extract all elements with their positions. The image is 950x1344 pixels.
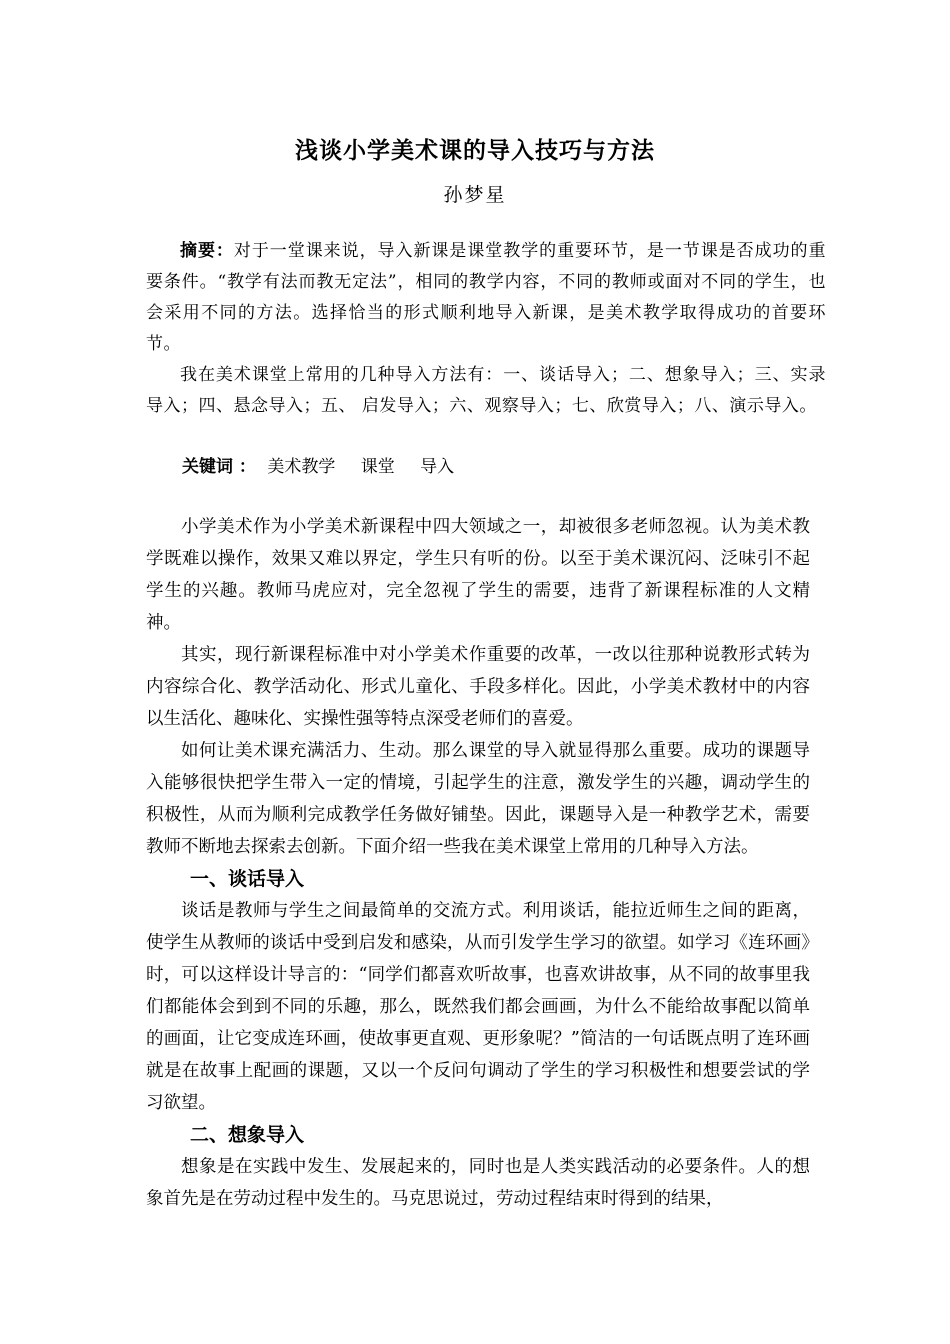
abstract-section bbox=[146, 236, 826, 422]
body-paragraph: 如何让美术课充满活力、生动。那么课堂的导入就显得那么重要。成功的课题导入能够很快把学生带入一定的情境，引起学生的注意，激发学生的兴趣，调动学生的积极性，从而为顺利完成教学任务做好铺垫。因此，课题导入是一种教学艺术，需要教师不断地去探索去创新。下面介绍一些我在美术课堂上常用的几种导入方法。 bbox=[146, 741, 810, 857]
keyword-item: 美术教学 bbox=[267, 457, 336, 477]
body-paragraph: 其实，现行新课程标准中对小学美术作重要的改革，一改以往那种说教形式转为内容综合化、教学活动化、形式儿童化、手段多样化。因此，小学美术教材中的内容以生活化、趣味化、实操性强等特点深受老师们的喜爱。 bbox=[146, 645, 810, 729]
keyword-item: 导入 bbox=[420, 457, 455, 477]
body-paragraph: 小学美术作为小学美术新课程中四大领域之一，却被很多老师忽视。认为美术教学既难以操作，效果又难以界定，学生只有听的份。以至于美术课沉闷、泛味引不起学生的兴趣。教师马虎应对，完全忽视了学生的需要，违背了新课程标准的人文精神。 bbox=[146, 517, 810, 633]
body-paragraph: 谈话是教师与学生之间最简单的交流方式。利用谈话，能拉近师生之间的距离，使学生从教师的谈话中受到启发和感染，从而引发学生学习的欲望。如学习《连环画》时，可以这样设计导言的：“同学们都喜欢听故事，也喜欢讲故事，从不同的故事里我们都能体会到到不同的乐趣，那么，既然我们都会画画，为什么不能给故事配以简单的画面，让它变成连环画，使故事更直观、更形象呢？”简洁的一句话既点明了连环画就是在故事上配画的课题，又以一个反问句调动了学生的学习积极性和想要尝试的学习欲望。 bbox=[146, 901, 810, 1113]
section-heading-imagination: 二、想象导入 bbox=[190, 1124, 305, 1146]
section-heading-talk: 一、谈话导入 bbox=[190, 868, 305, 890]
body-paragraph: 想象是在实践中发生、发展起来的，同时也是人类实践活动的必要条件。人的想象首先是在劳动过程中发生的。马克思说过，劳动过程结束时得到的结果， bbox=[146, 1157, 810, 1209]
abstract-paragraph bbox=[146, 236, 826, 360]
keyword-item: 课堂 bbox=[360, 457, 395, 477]
keywords-label: 关键词 ： bbox=[182, 457, 256, 477]
abstract-methods-paragraph: 我在美术课堂上常用的几种导入方法有：一、谈话导入；二、想象导入；三、实录导入；四、悬念导入；五、 启发导入；六、观察导入；七、欣赏导入；八、演示导入。 bbox=[146, 365, 826, 416]
author-name: 孙梦星 bbox=[443, 184, 507, 206]
abstract-text: 对于一堂课来说，导入新课是课堂教学的重要环节，是一节课是否成功的重要条件。“教学有法而教无定法”，相同的教学内容，不同的教师或面对不同的学生，也会采用不同的方法。选择恰当的形式顺利地导入新课，是美术教学取得成功的首要环节。 bbox=[146, 241, 827, 354]
abstract-label: 摘要： bbox=[180, 241, 234, 261]
keywords-line bbox=[182, 452, 468, 483]
document-title: 浅谈小学美术课的导入技巧与方法 bbox=[295, 138, 655, 164]
body-section bbox=[146, 511, 810, 1215]
